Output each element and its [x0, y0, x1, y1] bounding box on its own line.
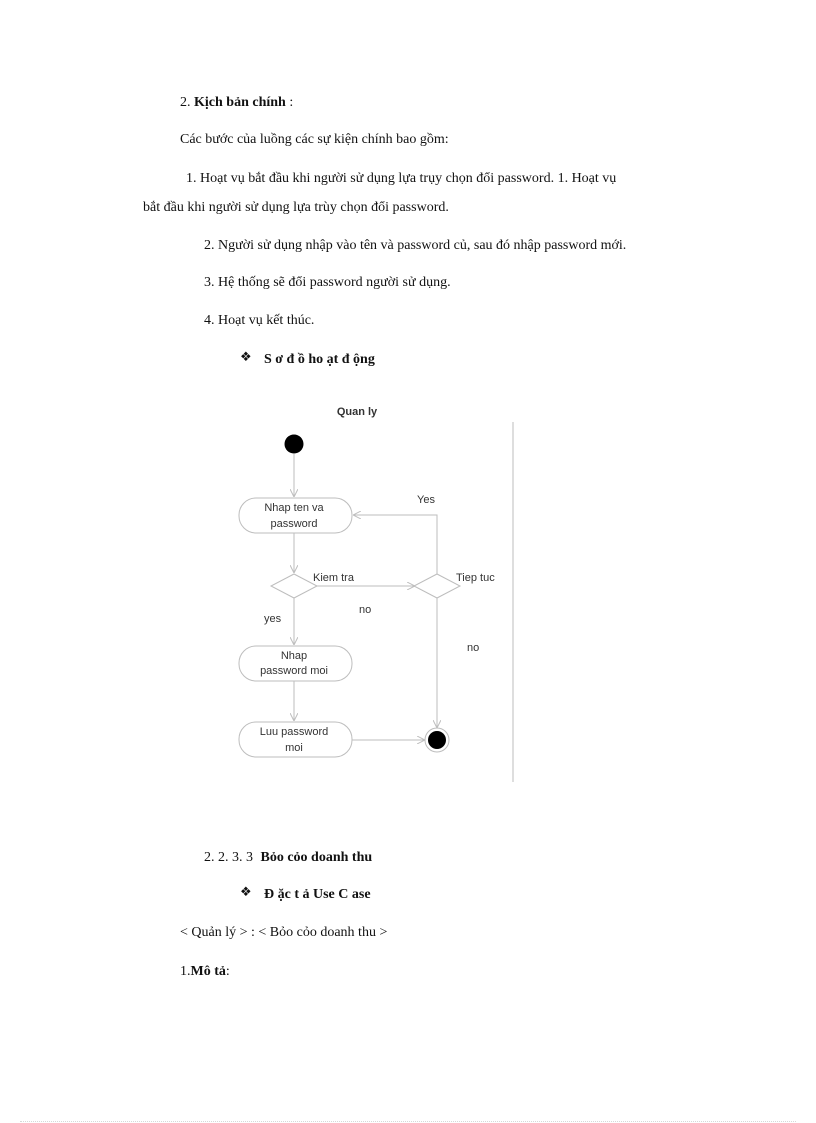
- steps-intro: Các bước của luồng các sự kiện chính bao gồm:: [180, 132, 449, 147]
- step-3: 3. Hệ thống sẽ đổi password người sử dụng.: [204, 275, 451, 290]
- action-enter-credentials-line-1: Nhap ten va: [264, 502, 324, 514]
- page-bottom-divider: [20, 1121, 796, 1122]
- step-2: 2. Người sử dụng nhập vào tên và password củ, sau đó nhập password mới.: [204, 238, 627, 253]
- section-heading-colon: :: [289, 95, 294, 110]
- swimlane-label: Quan ly: [336, 406, 378, 418]
- section-heading-title: Kịch bản chính: [194, 95, 286, 110]
- action-new-password-line-2: password moi: [260, 665, 328, 677]
- decision-continue: [414, 574, 460, 598]
- section-heading-number: 2.: [180, 95, 191, 110]
- action-enter-credentials-line-2: password: [270, 518, 318, 530]
- subsection-heading: [204, 849, 372, 867]
- description-colon: :: [225, 964, 230, 979]
- diamond-bullet-icon: ❖: [240, 350, 252, 365]
- subsection-number: 2. 2. 3. 3: [204, 850, 253, 865]
- step-1-line-2: bắt đầu khi người sử dụng lựa trùy chọn đổi password.: [143, 200, 449, 215]
- diamond-bullet-icon-2: ❖: [240, 885, 252, 900]
- label-no-mid: no: [359, 604, 372, 616]
- flow-continue-yes-loop: [354, 515, 437, 574]
- action-new-password-line-1: Nhap: [280, 650, 308, 662]
- action-save-password-line-1: Luu password: [259, 726, 329, 738]
- start-node: [285, 435, 304, 454]
- description-label: Mô tả: [190, 964, 226, 979]
- usecase-spec-title: Đ ặc t ả Use C ase: [264, 887, 371, 902]
- decision-check-label: Kiem tra: [313, 572, 354, 584]
- subsection-title: Bỏo cỏo doanh thu: [260, 850, 373, 865]
- action-save-password-line-2: moi: [285, 742, 303, 754]
- label-yes-left: yes: [264, 613, 282, 625]
- step-1-line-1: 1. Hoạt vụ bắt đầu khi người sử dụng lựa trụy chọn đổi password. 1. Hoạt vụ: [186, 171, 617, 186]
- description-heading: [180, 963, 230, 981]
- label-no-right: no: [467, 642, 480, 654]
- decision-check: [271, 574, 317, 598]
- description-number: 1.: [180, 964, 191, 979]
- diagram-title: S ơ đ ồ ho ạt đ ộng: [264, 352, 375, 367]
- actor-usecase-line: < Quản lý > : < Bỏo cỏo doanh thu >: [180, 925, 388, 940]
- end-node: [428, 731, 446, 749]
- label-yes-top: Yes: [417, 494, 435, 506]
- decision-continue-label: Tiep tuc: [456, 572, 495, 584]
- step-4: 4. Hoạt vụ kết thúc.: [204, 313, 315, 328]
